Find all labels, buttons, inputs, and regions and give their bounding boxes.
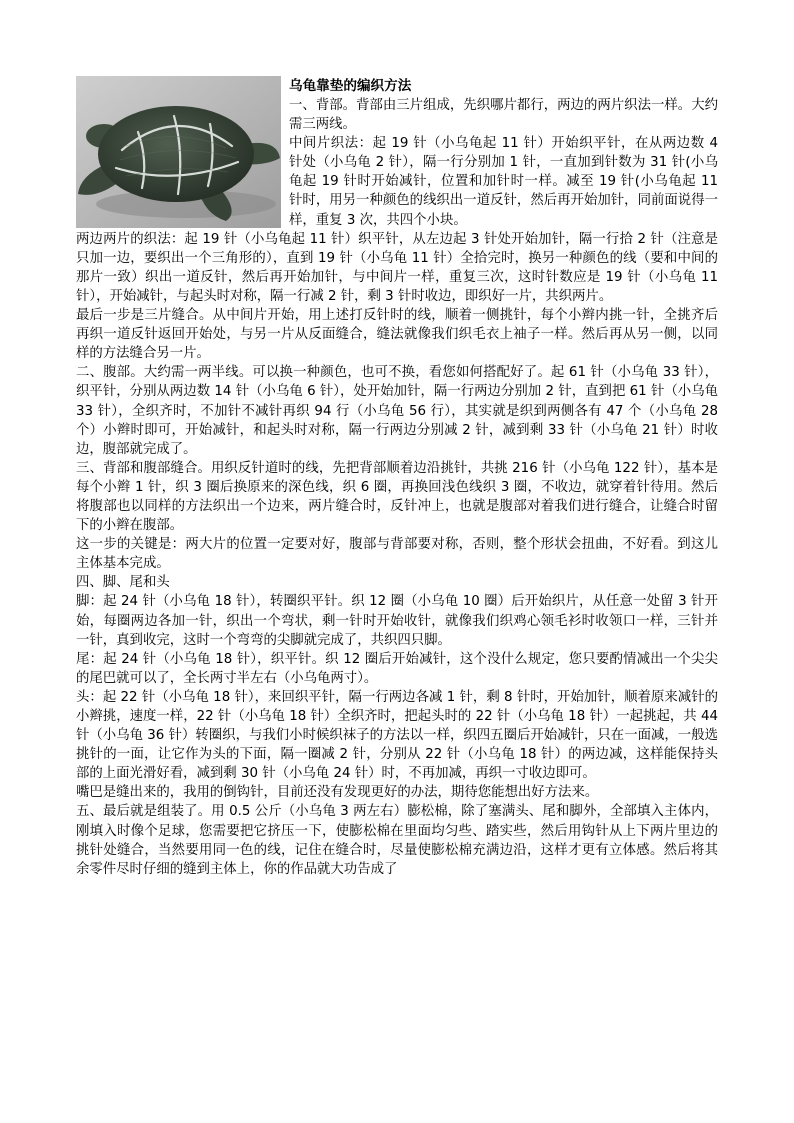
document-title: 乌龟靠垫的编织方法	[289, 78, 412, 94]
paragraph-belly: 二、腹部。大约需一两半线。可以换一种颜色，也可不换，看您如何搭配好了。起 61 针（小乌龟 33 针），织平针，分别从两边数 14 针（小乌龟 6 针），处开始加针，隔一行两边分别加 2 针，直到把 61 针（小乌龟 33 针），全织齐时，不加针不减针再织 94 行（小乌龟 56 行），其实就是织到两侧各有 47 个（小乌龟 28 个）小辫时即可，开始减针，和起头时对称，隔一行两边分别减 2 针，减到剩 33 针（小乌龟 21 针）时收边，腹部就完成了。	[76, 365, 718, 457]
paragraph-feet: 脚：起 24 针（小乌龟 18 针），转圈织平针。织 12 圈（小乌龟 10 圈）后开始织片，从任意一处留 3 针开始，每圈两边各加一针，织出一个弯状，剩一针时开始收针，就像我们织鸡心领毛衫时收领口一样，三针并一针，真到收完，这时一个弯弯的尖脚就完成了，共织四只脚。	[76, 594, 718, 648]
paragraph-back-intro: 一、背部。背部由三片组成，先织哪片都行，两边的两片织法一样。大约需三两线。	[289, 98, 718, 133]
paragraph-tail: 尾：起 24 针（小乌龟 18 针），织平针。织 12 圈后开始减针，这个没什么规定，您只要酌情减出一个尖尖的尾巴就可以了，全长两寸半左右（小乌龟两寸）。	[76, 651, 718, 686]
paragraph-joining: 三、背部和腹部缝合。用织反针道时的线，先把背部顺着边沿挑针，共挑 216 针（小乌龟 122 针），基本是每个小辫 1 针，织 3 圈后换原来的深色线，织 6 圈，再换回浅色线织 3 圈，不收边，就穿着针待用。然后将腹部也以同样的方法织出一个边来，两片缝合时，反针冲上，也就是腹部对着我们进行缝合，让缝合时留下的小辫在腹部。	[76, 460, 718, 534]
paragraph-side-pieces: 两边两片的织法：起 19 针（小乌龟起 11 针）织平针，从左边起 3 针处开始加针，隔一行拾 2 针（注意是只加一边，要织出一个三角形的），直到 19 针（小乌龟 11 针）全拾完时，换另一种颜色的线（要和中间的那片一致）织出一道反针，然后再开始加针，与中间片一样，重复三次，这时针数应是 19 针（小乌龟 11 针），开始减针，与起头时对称，隔一行减 2 针，剩 3 针时收边，即织好一片，共织两片。	[76, 231, 718, 304]
paragraph-middle-piece: 中间片织法：起 19 针（小乌龟起 11 针）开始织平针，在从两边数 4 针处（小乌龟 2 针），隔一行分别加 1 针，一直加到针数为 31 针(小乌龟起 19 针时开始减针，位置和加针时一样。减至 19 针(小乌龟起 11 针时，用另一种颜色的线织出一道反针，然后再开始加针，同前面说得一样，重复 3 次，共四个小块。	[289, 136, 718, 228]
paragraph-mouth: 嘴巴是缝出来的，我用的倒钩针，目前还没有发现更好的办法，期待您能想出好方法来。	[76, 785, 599, 801]
turtle-cushion-photo	[76, 76, 281, 228]
document-page	[76, 76, 718, 879]
paragraph-assembly: 五、最后就是组装了。用 0.5 公斤（小乌龟 3 两左右）膨松棉，除了塞满头、尾和脚外，全部填入主体内，刚填入时像个足球，您需要把它挤压一下，使膨松棉在里面均匀些、踏实些，然后用钩针从上下两片里边的挑针处缝合，当然要用同一色的线，记住在缝合时，尽量使膨松棉充满边沿，这样才更有立体感。然后将其余零件尽时仔细的缝到主体上，你的作品就大功告成了	[76, 804, 718, 877]
paragraph-limbs-heading: 四、脚、尾和头	[76, 575, 170, 591]
paragraph-sewing-back: 最后一步是三片缝合。从中间片开始，用上述打反针时的线，顺着一侧挑针，每个小辫内挑一针，全挑齐后再织一道反针返回开始处，与另一片从反面缝合，缝法就像我们织毛衣上袖子一样。然后再从另一侧，以同样的方法缝合另一片。	[76, 308, 718, 362]
paragraph-key-point: 这一步的关键是：两大片的位置一定要对好，腹部与背部要对称，否则，整个形状会扭曲，不好看。到这儿主体基本完成。	[76, 537, 718, 572]
paragraph-head: 头：起 22 针（小乌龟 18 针），来回织平针，隔一行两边各减 1 针，剩 8 针时，开始加针，顺着原来减针的小辫挑，速度一样，22 针（小乌龟 18 针）全织齐时，把起头时的 22 针（小乌龟 18 针）一起挑起，共 44 针（小乌龟 36 针）转圈织，与我们小时候织袜子的方法以一样，织四五圈后开始减针，只在一面减，一般选挑针的一面，让它作为头的下面，隔一圈减 2 针，分别从 22 针（小乌龟 18 针）的两边减，这样能保持头部的上面光滑好看，减到剩 30 针（小乌龟 24 针）时，不再加减，再织一寸收边即可。	[76, 689, 718, 782]
